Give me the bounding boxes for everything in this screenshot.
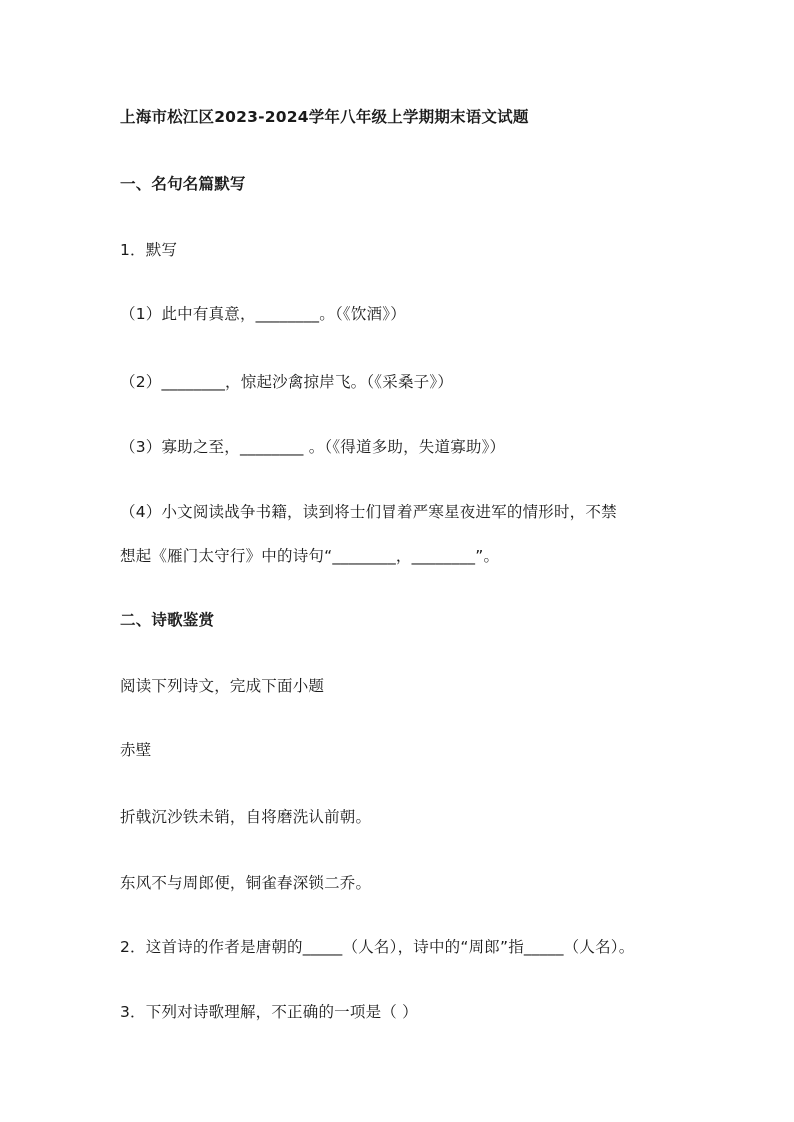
poetry-intro: 阅读下列诗文，完成下面小题 xyxy=(120,677,325,695)
poem-line-2: 东风不与周郎便，铜雀春深锁二乔。 xyxy=(120,874,372,892)
question-1-label: 1．默写 xyxy=(120,241,178,259)
document-title: 上海市松江区2023-2024学年八年级上学期期末语文试题 xyxy=(120,108,529,126)
question-2: 2．这首诗的作者是唐朝的_____（人名），诗中的“周郎”指_____（人名）。 xyxy=(120,938,635,956)
question-3: 3．下列对诗歌理解，不正确的一项是（ ） xyxy=(120,1003,418,1021)
poem-title: 赤壁 xyxy=(120,741,152,759)
question-1-item-4-line-1: （4）小文阅读战争书籍，读到将士们冒着严寒星夜进军的情形时，不禁 xyxy=(120,503,617,521)
question-1-item-3: （3）寡助之至，________ 。（《得道多助，失道寡助》） xyxy=(120,438,506,456)
section-heading-poetry: 二、诗歌鉴赏 xyxy=(120,611,215,629)
section-heading-dictation: 一、名句名篇默写 xyxy=(120,175,246,193)
poem-line-1: 折戟沉沙铁未销，自将磨洗认前朝。 xyxy=(120,808,372,826)
question-1-item-2: （2）________，惊起沙禽掠岸飞。（《采桑子》） xyxy=(120,373,454,391)
question-1-item-4-line-2: 想起《雁门太守行》中的诗句“________，________”。 xyxy=(120,547,500,565)
question-1-item-1: （1）此中有真意，________。（《饮酒》） xyxy=(120,305,406,323)
